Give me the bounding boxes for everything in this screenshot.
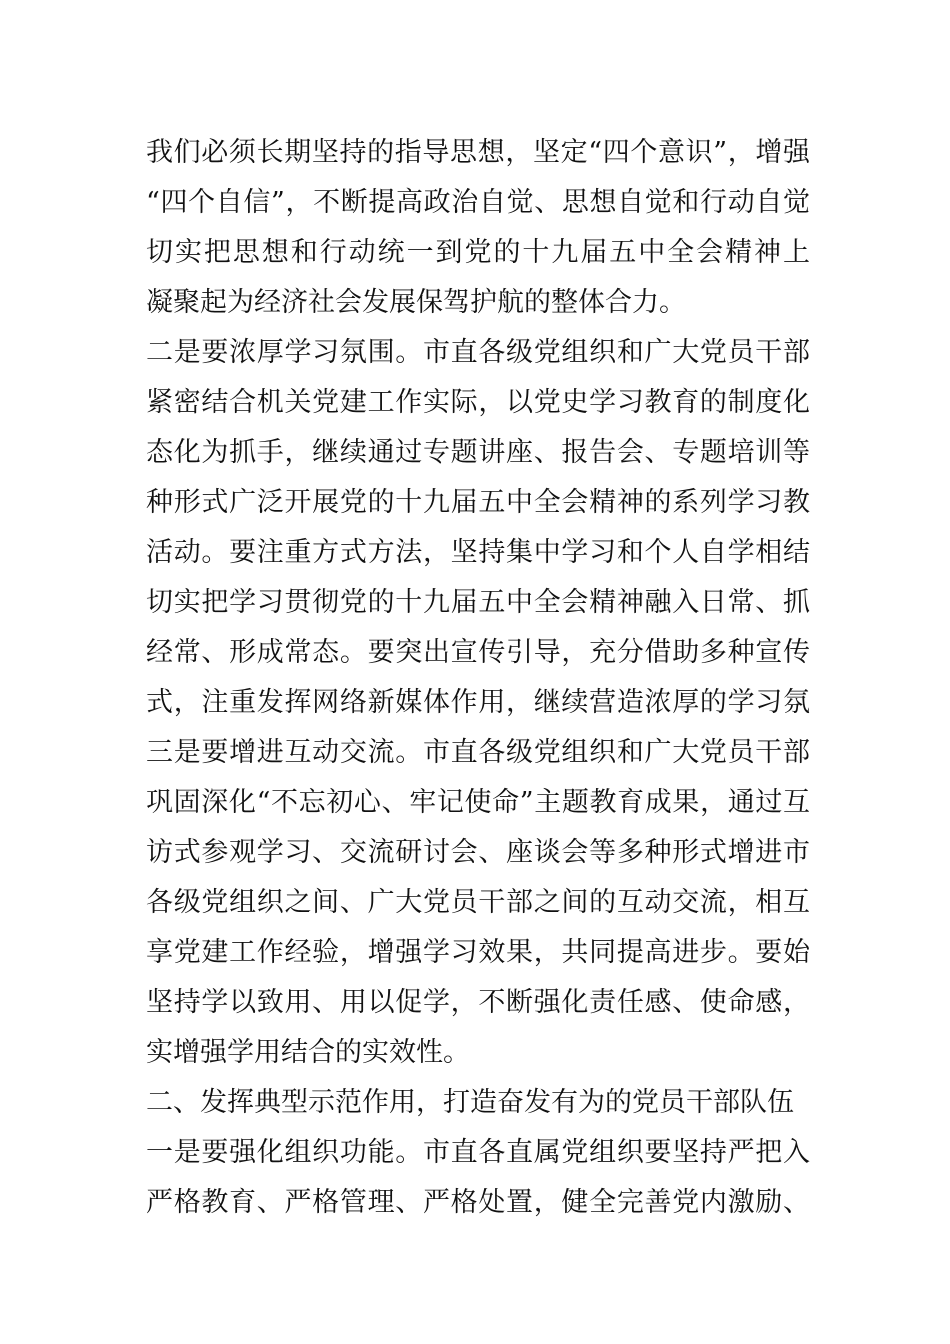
text-line: 种形式广泛开展党的十九届五中全会精神的系列学习教	[146, 487, 810, 518]
text-line: 享党建工作经验，增强学习效果，共同提高进步。要始	[146, 937, 810, 968]
text-line: 紧密结合机关党建工作实际，以党史学习教育的制度化	[146, 387, 810, 418]
text-line: 活动。要注重方式方法，坚持集中学习和个人自学相结	[146, 537, 810, 568]
text-line: 我们必须长期坚持的指导思想，坚定“四个意识”，增强	[146, 137, 810, 168]
text-line: 切实把思想和行动统一到党的十九届五中全会精神上	[146, 237, 810, 268]
text-line: 经常、形成常态。要突出宣传引导，充分借助多种宣传	[146, 637, 810, 668]
text-line: “四个自信”，不断提高政治自觉、思想自觉和行动自觉	[146, 187, 810, 218]
text-line: 式，注重发挥网络新媒体作用，继续营造浓厚的学习氛	[146, 687, 810, 718]
text-line: 坚持学以致用、用以促学，不断强化责任感、使命感，	[146, 987, 810, 1018]
text-line: 态化为抓手，继续通过专题讲座、报告会、专题培训等	[146, 437, 810, 468]
text-line: 实增强学用结合的实效性。	[146, 1037, 470, 1068]
text-line: 访式参观学习、交流研讨会、座谈会等多种形式增进市	[146, 837, 810, 868]
text-line: 三是要增进互动交流。市直各级党组织和广大党员干部	[146, 737, 810, 768]
body-text	[146, 128, 810, 1228]
text-line: 各级党组织之间、广大党员干部之间的互动交流，相互	[146, 887, 810, 918]
text-line: 切实把学习贯彻党的十九届五中全会精神融入日常、抓	[146, 587, 810, 618]
text-line: 凝聚起为经济社会发展保驾护航的整体合力。	[146, 287, 686, 318]
text-line: 巩固深化“不忘初心、牢记使命”主题教育成果，通过互	[146, 787, 810, 818]
text-line: 二是要浓厚学习氛围。市直各级党组织和广大党员干部	[146, 337, 810, 368]
text-line: 严格教育、严格管理、严格处置，健全完善党内激励、	[146, 1187, 810, 1218]
text-line: 一是要强化组织功能。市直各直属党组织要坚持严把入	[146, 1137, 810, 1168]
text-line: 二、发挥典型示范作用，打造奋发有为的党员干部队伍	[146, 1087, 794, 1118]
